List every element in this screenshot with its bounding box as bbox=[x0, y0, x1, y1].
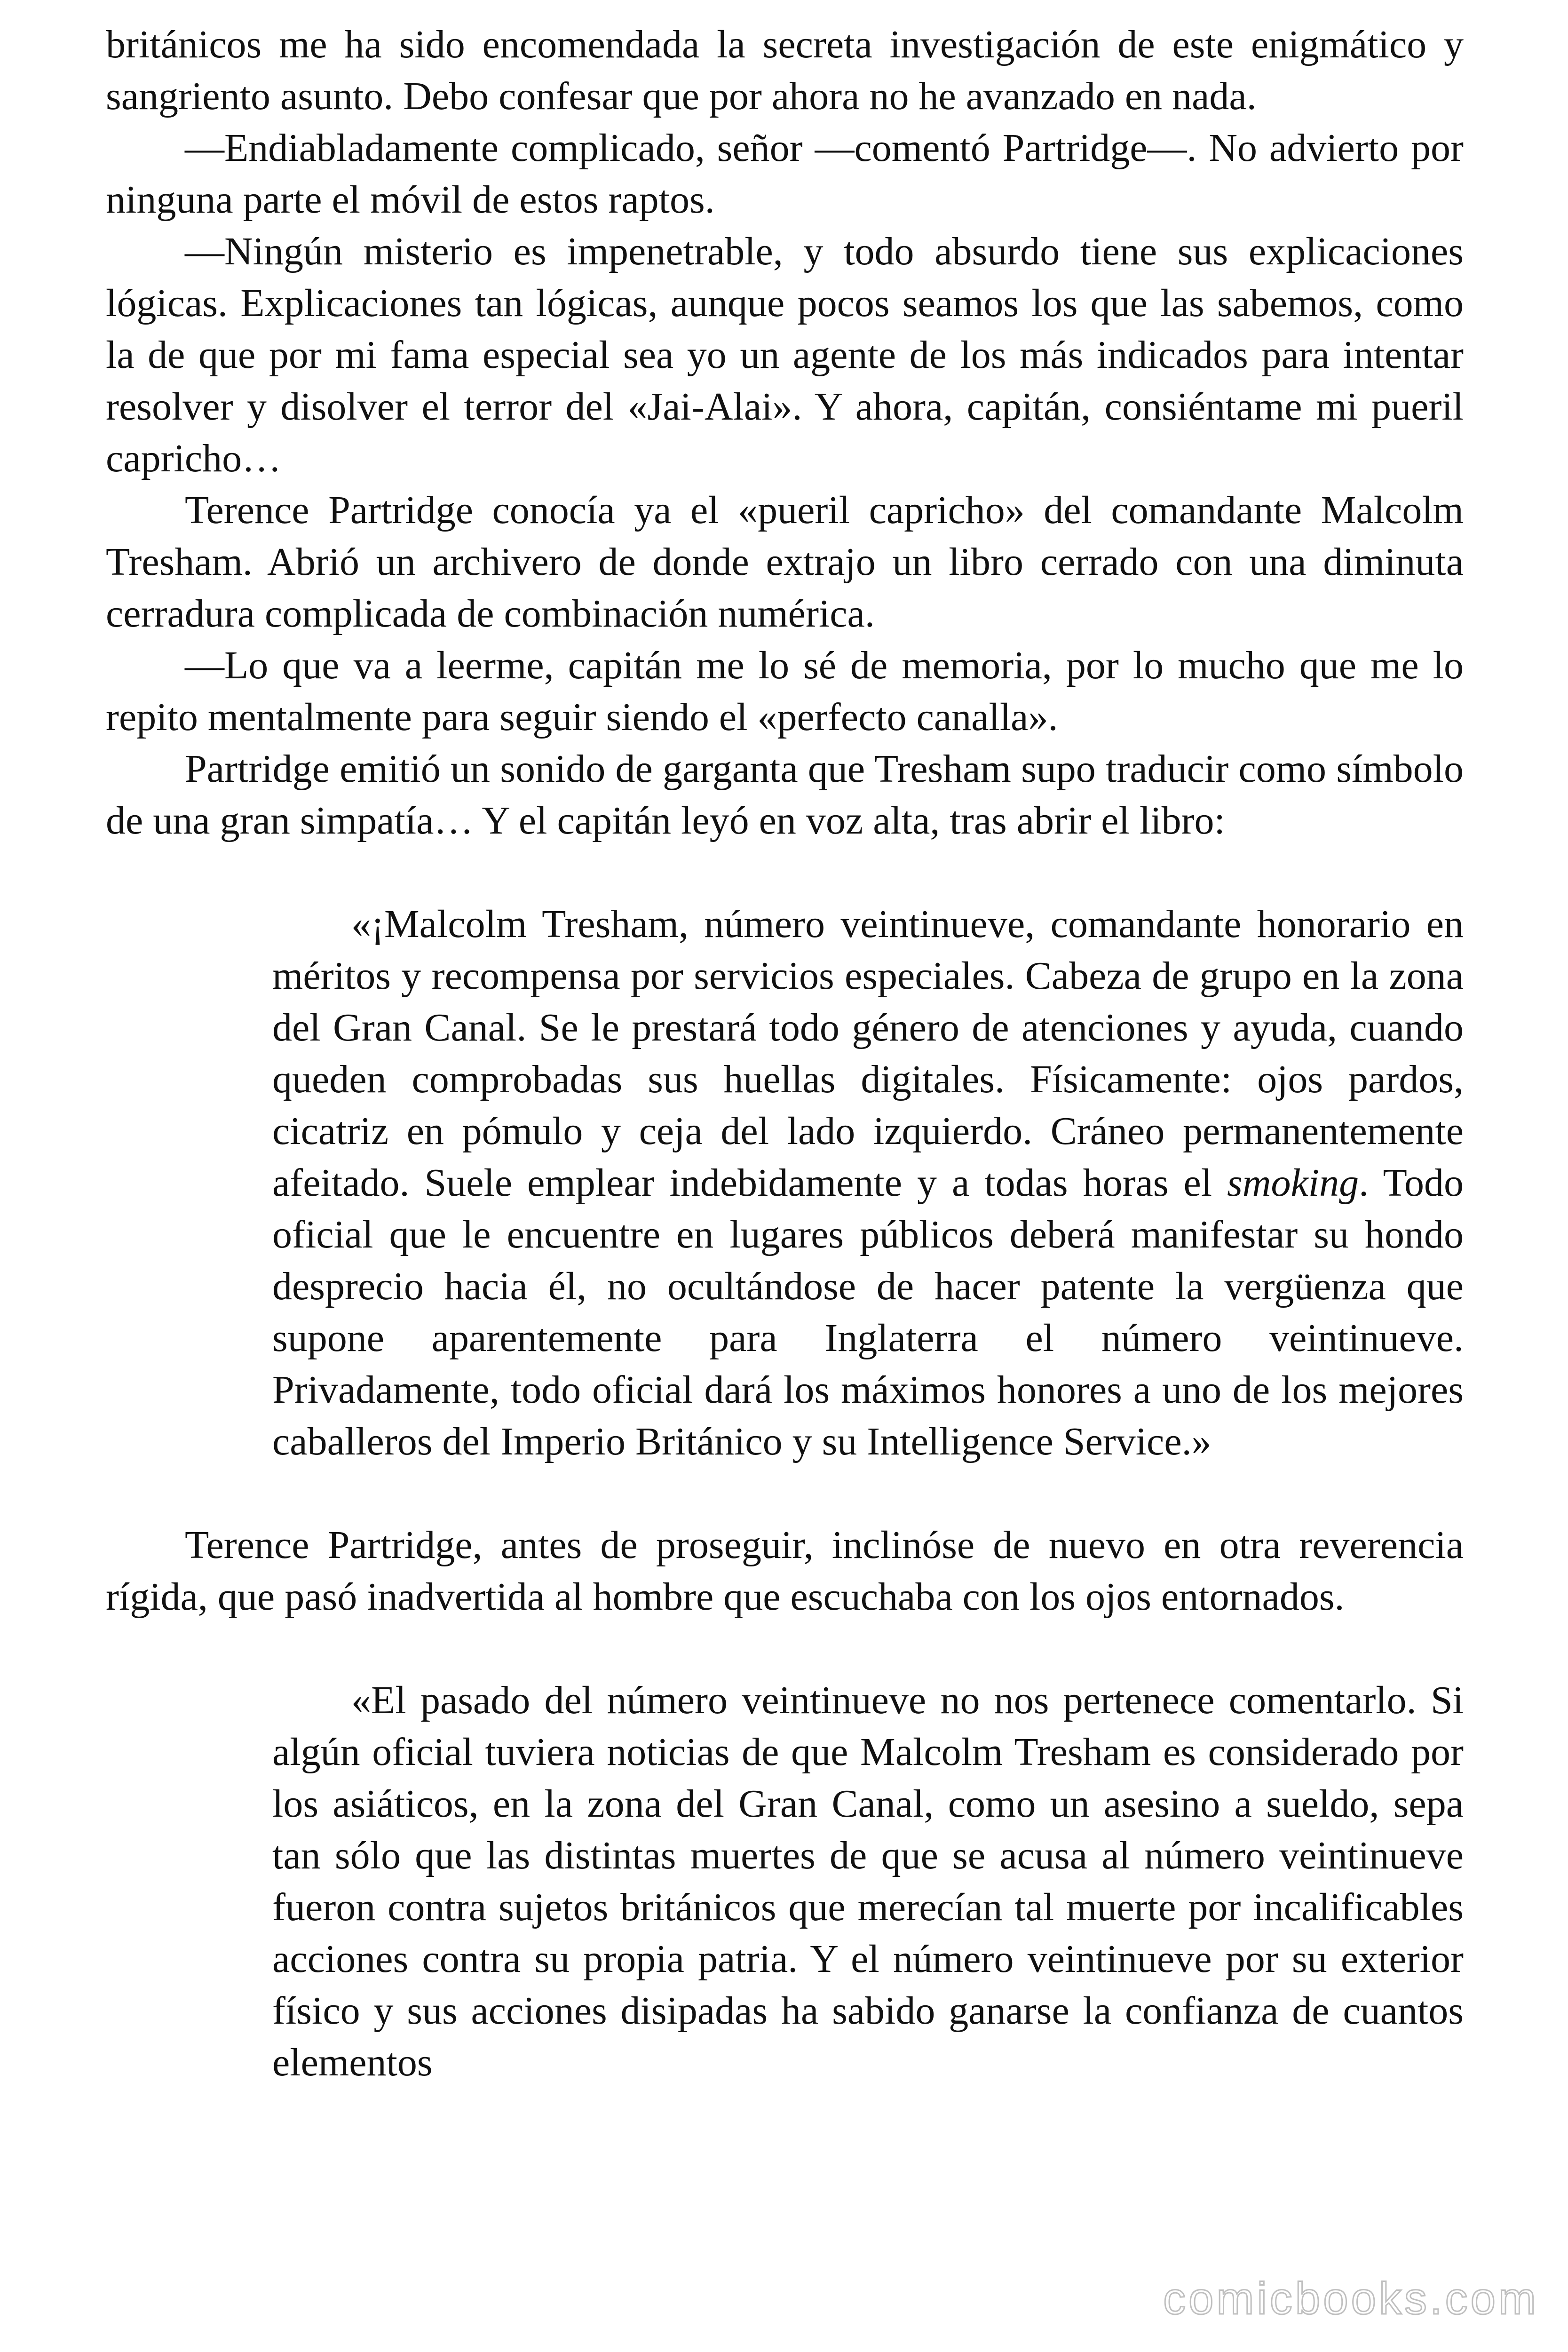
section-gap bbox=[106, 1623, 1464, 1675]
section-gap bbox=[106, 1468, 1464, 1519]
paragraph-narration-archive: Terence Partridge conocía ya el «pueril capricho» del comandante Malcolm Tresham. Abrió un archivero de donde extrajo un libro cerrado con una diminuta cerradura complicada de combinación numérica. bbox=[106, 488, 1464, 636]
quote-text-end: . Todo oficial que le encuentre en lugares públicos deberá manifestar su hondo desprecio hacia él, no ocultándose de hacer patente la vergüenza que supone aparentemente para Inglaterra el número veintinueve. Privadamente, todo oficial dará los máximos honores a uno de los mejores caballeros del Imperio Británico y su Intelligence Service.» bbox=[272, 1161, 1464, 1463]
section-gap bbox=[106, 847, 1464, 898]
watermark-logo: comicbooks.com bbox=[1163, 2273, 1539, 2324]
paragraph-dialogue-tresham: —Ningún misterio es impenetrable, y todo absurdo tiene sus explicaciones lógicas. Explicaciones tan lógicas, aunque pocos seamos los que las sabemos, como la de que por mi fama especial sea yo un agente de los más indicados para intentar resolver y disolver el terror del «Jai-Alai». Y ahora, capitán, consiéntame mi pueril capricho… bbox=[106, 230, 1464, 480]
paragraph-dialogue-partridge: —Endiabladamente complicado, señor —comentó Partridge—. No advierto por ninguna parte el móvil de estos raptos. bbox=[106, 126, 1464, 222]
quote-text-start: «¡Malcolm Tresham, número veintinueve, comandante honorario en méritos y recompensa por servicios especiales. Cabeza de grupo en la zona del Gran Canal. Se le prestará todo género de atenciones y ayuda, cuando queden comprobadas sus huellas digitales. Físicamente: ojos pardos, cicatriz en pómulo y ceja del lado izquierdo. Cráneo permanentemente afeitado. Suele emplear indebidamente y a todas horas el bbox=[272, 902, 1464, 1205]
paragraph-continuation: británicos me ha sido encomendada la secreta investigación de este enigmático y sangriento asunto. Debo confesar que por ahora no he avanzado en nada. bbox=[106, 23, 1464, 118]
quote-italic-word: smoking bbox=[1227, 1161, 1359, 1205]
quote-block-second: «El pasado del número veintinueve no nos pertenece comentarlo. Si algún oficial tuviera noticias de que Malcolm Tresham es considerado por los asiáticos, en la zona del Gran Canal, como un asesino a sueldo, sepa tan sólo que las distintas muertes de que se acusa al número veintinueve fueron contra sujetos británicos que merecían tal muerte por incalificables acciones contra su propia patria. Y el número veintinueve por su exterior físico y sus acciones disipadas ha sabido ganarse la confianza de cuantos elementos bbox=[272, 1678, 1464, 2084]
paragraph-dialogue-memory: —Lo que va a leerme, capitán me lo sé de memoria, por lo mucho que me lo repito mentalmente para seguir siendo el «perfecto canalla». bbox=[106, 644, 1464, 739]
paragraph-narration-reverence: Terence Partridge, antes de proseguir, inclinóse de nuevo en otra reverencia rígida, que pasó inadvertida al hombre que escuchaba con los ojos entornados. bbox=[106, 1523, 1464, 1619]
paragraph-narration-reading: Partridge emitió un sonido de garganta que Tresham supo traducir como símbolo de una gran simpatía… Y el capitán leyó en voz alta, tras abrir el libro: bbox=[106, 747, 1464, 842]
quote-block-first bbox=[272, 898, 1464, 1468]
page-text bbox=[106, 19, 1464, 2089]
